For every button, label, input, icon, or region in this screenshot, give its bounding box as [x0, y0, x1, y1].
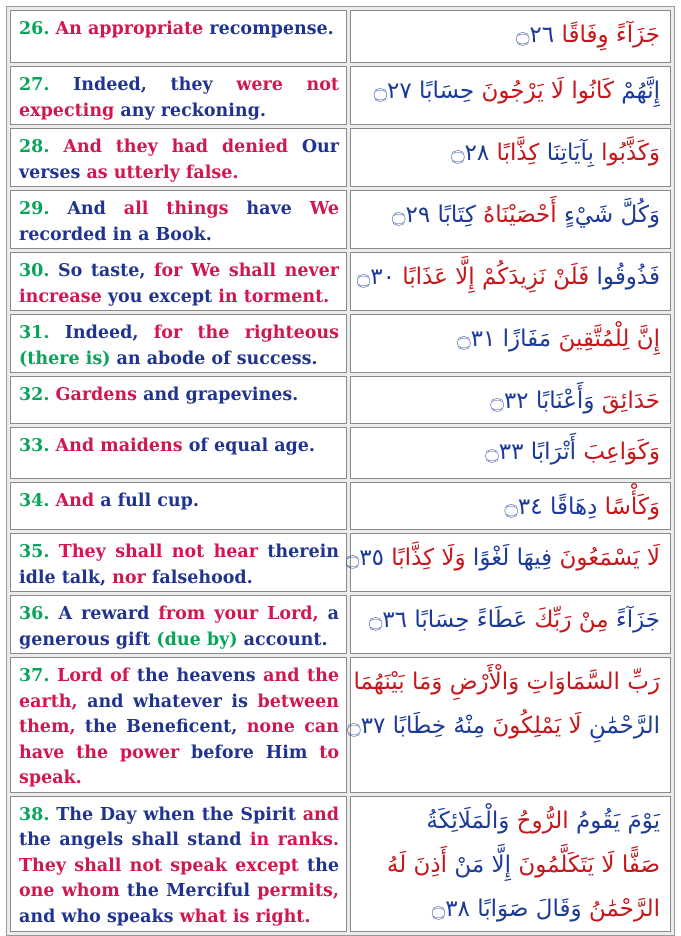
- arabic-segment: مِنْهُ خِطَابًا: [385, 713, 486, 739]
- arabic-segment: مِنْ رَبِّكَ: [527, 607, 609, 633]
- arabic-segment: أَذِنَ لَهُ: [386, 851, 448, 878]
- translation-segment: recompense.: [209, 19, 334, 39]
- arabic-segment: يَوْمَ يَقُومُ: [568, 807, 660, 834]
- arabic-segment: وَقَالَ صَوَابًا: [469, 895, 582, 922]
- arabic-line: [361, 887, 660, 931]
- arabic-segment: وَكُلَّ شَيْءٍ: [556, 202, 660, 228]
- arabic-segment: وَأَعْنَابًا: [528, 388, 595, 414]
- arabic-segment: لَا يَسْمَعُونَ: [552, 545, 660, 571]
- verse-marker: ۝٣٧: [347, 713, 386, 739]
- translation-cell: [10, 314, 347, 373]
- arabic-line: [361, 13, 660, 57]
- arabic-segment: رَبِّ السَّمَاوَاتِ: [519, 669, 660, 695]
- verse-number: 29.: [19, 199, 68, 219]
- arabic-segment: كِتَابًا: [430, 202, 476, 228]
- translation-segment: you except: [107, 286, 219, 307]
- translation-cell: [10, 252, 347, 311]
- verse-number: 36.: [19, 604, 59, 624]
- arabic-segment: وَمَا بَيْنَهُمَا: [353, 669, 443, 695]
- translation-segment: before Him: [191, 742, 320, 763]
- translation-segment: of equal age.: [188, 436, 316, 456]
- translation-segment: (due by): [156, 629, 244, 650]
- translation-segment: the heavens: [136, 666, 264, 686]
- arabic-segment: الرَّحْمَٰنُ: [581, 895, 660, 922]
- arabic-segment: وَلَا كِذَّابًا: [383, 545, 466, 571]
- arabic-segment: فِيهَا لَغْوًا: [465, 545, 553, 571]
- arabic-line: [361, 193, 660, 237]
- arabic-cell: [350, 595, 671, 654]
- verse-row: [10, 190, 671, 249]
- translation-segment: Gardens: [55, 385, 144, 405]
- translation-segment: for We shall never increase: [19, 261, 339, 307]
- translation-segment: permits,: [257, 881, 339, 901]
- arabic-segment: فَذُوقُوا: [589, 264, 660, 290]
- translation-segment: an abode of success.: [116, 348, 318, 369]
- translation-cell: [10, 10, 347, 63]
- translation-segment: recorded in a Book.: [19, 224, 212, 245]
- arabic-segment: جَزَآءً: [608, 607, 660, 633]
- arabic-line: [345, 536, 660, 580]
- verse-row: [10, 314, 671, 373]
- arabic-segment: حِسَابًا: [411, 78, 475, 104]
- verse-rows: [10, 10, 671, 932]
- arabic-cell: [350, 376, 671, 424]
- verse-marker: ۝٢٧: [373, 78, 412, 104]
- translation-cell: [10, 190, 347, 249]
- verse-number: 27.: [19, 75, 74, 95]
- verse-row: [10, 657, 671, 793]
- verse-number: 38.: [19, 804, 57, 825]
- verse-number: 26.: [19, 19, 56, 39]
- translation-cell: [10, 657, 347, 793]
- verse-row: [10, 128, 671, 187]
- translation-segment: And: [55, 491, 101, 511]
- arabic-segment: الرُّوحُ: [509, 807, 569, 834]
- arabic-segment: دِهَاقًا: [542, 494, 598, 520]
- translation-segment: Lord of: [57, 666, 137, 686]
- verse-table: [6, 6, 675, 936]
- translation-segment: have: [246, 199, 310, 219]
- arabic-segment: أَحْصَيْنَاهُ: [475, 202, 557, 228]
- verse-row: [10, 252, 671, 311]
- verse-marker: ۝٣٤: [504, 494, 543, 520]
- arabic-line: [356, 255, 660, 299]
- translation-segment: a full cup.: [100, 491, 199, 511]
- translation-segment: in torment.: [218, 286, 330, 307]
- arabic-line: [361, 799, 660, 843]
- translation-segment: the Merciful: [126, 881, 258, 901]
- translation-segment: The Day when the Spirit: [56, 804, 303, 825]
- translation-cell: [10, 796, 347, 932]
- translation-segment: Indeed,: [64, 323, 154, 343]
- arabic-cell: [345, 533, 671, 592]
- translation-segment: for the righteous: [153, 323, 339, 343]
- arabic-line: [361, 843, 660, 887]
- arabic-cell: [350, 482, 671, 530]
- arabic-cell: [347, 657, 671, 793]
- translation-segment: account.: [243, 629, 328, 650]
- translation-segment: An appropriate: [55, 19, 210, 39]
- verse-number: 31.: [19, 323, 65, 343]
- translation-segment: the: [307, 855, 339, 876]
- translation-segment: as utterly false.: [86, 162, 239, 183]
- translation-segment: all things: [123, 199, 247, 219]
- arabic-segment: عَطَاءً حِسَابًا: [407, 607, 528, 633]
- arabic-segment: جَزَآءً وِفَاقًا: [554, 22, 660, 48]
- arabic-segment: وَكَوَاعِبَ: [576, 439, 660, 465]
- verse-row: [10, 482, 671, 530]
- verse-marker: ۝٣٦: [368, 607, 408, 633]
- translation-segment: therein idle talk,: [19, 542, 339, 588]
- arabic-cell: [350, 796, 671, 932]
- arabic-segment: إِلَّا مَنْ: [447, 851, 512, 878]
- translation-segment: between them,: [19, 691, 339, 737]
- arabic-line: [361, 430, 660, 474]
- translation-segment: to speak.: [19, 742, 339, 788]
- verse-number: 32.: [19, 385, 56, 405]
- translation-segment: They shall not hear: [58, 542, 268, 562]
- translation-segment: A reward: [58, 604, 159, 624]
- verse-number: 28.: [19, 137, 64, 157]
- verse-marker: ۝٣٣: [485, 439, 524, 465]
- arabic-segment: وَكَأْسًا: [597, 494, 660, 520]
- translation-cell: [10, 128, 347, 187]
- arabic-cell: [350, 252, 671, 311]
- translation-segment: and whatever is: [87, 691, 258, 712]
- verse-marker: ۝٢٦: [515, 22, 555, 48]
- verse-number: 37.: [19, 666, 58, 686]
- verse-marker: ۝٣٠: [356, 264, 395, 290]
- translation-segment: Our verses: [19, 137, 339, 183]
- translation-segment: none can have the power: [19, 717, 339, 763]
- verse-number: 35.: [19, 542, 59, 562]
- arabic-segment: كِذَّابًا: [489, 140, 540, 166]
- verse-row: [10, 10, 671, 63]
- translation-cell: [10, 376, 347, 424]
- translation-segment: and: [302, 804, 339, 825]
- arabic-cell: [350, 128, 671, 187]
- translation-segment: the Beneficent,: [84, 717, 247, 737]
- arabic-segment: وَالْمَلَائِكَةُ: [426, 807, 510, 834]
- arabic-segment: فَلَنْ نَزِيدَكُمْ: [474, 264, 590, 290]
- translation-segment: Indeed, they: [73, 75, 237, 95]
- verse-number: 34.: [19, 491, 56, 511]
- translation-segment: We: [309, 199, 339, 219]
- translation-segment: a generous gift: [19, 604, 339, 650]
- verse-number: 30.: [19, 261, 58, 281]
- translation-cell: [10, 533, 347, 592]
- arabic-segment: كَانُوا لَا يَرْجُونَ: [474, 78, 614, 104]
- verse-row: [10, 796, 671, 932]
- arabic-segment: مَفَازًا: [495, 326, 552, 352]
- translation-segment: and who speaks: [19, 906, 180, 927]
- translation-segment: So taste,: [58, 261, 154, 281]
- arabic-segment: إِلَّا عَذَابًا: [394, 264, 475, 290]
- translation-segment: in ranks.: [249, 830, 339, 850]
- translation-segment: (there is): [19, 348, 117, 369]
- arabic-line: [361, 379, 660, 423]
- arabic-line: [353, 660, 660, 704]
- arabic-line: [361, 131, 660, 175]
- translation-segment: They shall not speak except: [19, 855, 308, 876]
- translation-segment: were not expecting: [19, 75, 339, 121]
- translation-segment: what is right.: [179, 906, 311, 927]
- translation-cell: [10, 427, 347, 479]
- translation-cell: [10, 595, 347, 654]
- verse-marker: ۝٢٩: [392, 202, 431, 228]
- verse-row: [10, 533, 671, 592]
- arabic-segment: أَتْرَابًا: [523, 439, 577, 465]
- arabic-segment: وَالْأَرْضِ: [442, 669, 520, 695]
- translation-segment: the angels shall stand: [19, 830, 250, 850]
- arabic-segment: حَدَائِقَ: [594, 388, 660, 414]
- translation-cell: [10, 482, 347, 530]
- arabic-segment: لَا يَتَكَلَّمُونَ: [511, 851, 615, 878]
- arabic-cell: [350, 190, 671, 249]
- arabic-line: [347, 704, 660, 748]
- verse-marker: ۝٣٨: [431, 895, 470, 922]
- arabic-cell: [350, 427, 671, 479]
- arabic-cell: [350, 10, 671, 63]
- verse-marker: ۝٣٥: [345, 545, 384, 571]
- translation-segment: any reckoning.: [120, 100, 266, 121]
- arabic-line: [361, 485, 660, 529]
- translation-segment: falsehood.: [151, 567, 253, 588]
- translation-segment: and the earth,: [19, 666, 340, 712]
- arabic-line: [361, 69, 660, 113]
- arabic-segment: بِآيَاتِنَا: [539, 140, 594, 166]
- verse-marker: ۝٢٨: [451, 140, 490, 166]
- arabic-cell: [350, 314, 671, 373]
- arabic-segment: إِنَّ لِلْمُتَّقِينَ: [551, 326, 660, 352]
- arabic-segment: الرَّحْمَٰنِ: [581, 713, 660, 739]
- translation-cell: [10, 66, 347, 125]
- arabic-segment: صَفًّا: [614, 851, 660, 878]
- translation-segment: from your Lord,: [158, 604, 328, 624]
- verse-row: [10, 427, 671, 479]
- verse-row: [10, 595, 671, 654]
- arabic-segment: لَا يَمْلِكُونَ: [485, 713, 582, 739]
- arabic-segment: وَكَذَّبُوا: [593, 140, 660, 166]
- translation-segment: And they had denied: [63, 137, 302, 157]
- verse-row: [10, 66, 671, 125]
- translation-segment: And: [67, 199, 124, 219]
- arabic-line: [361, 317, 660, 361]
- translation-segment: and grapevines.: [143, 385, 299, 405]
- arabic-segment: إِنَّهُمْ: [613, 78, 660, 104]
- translation-segment: one whom: [19, 881, 127, 901]
- verse-marker: ۝٣٢: [490, 388, 529, 414]
- verse-row: [10, 376, 671, 424]
- arabic-cell: [350, 66, 671, 125]
- translation-segment: And maidens: [55, 436, 189, 456]
- translation-segment: nor: [112, 567, 152, 588]
- arabic-line: [361, 598, 660, 642]
- verse-marker: ۝٣١: [457, 326, 496, 352]
- verse-number: 33.: [19, 436, 56, 456]
